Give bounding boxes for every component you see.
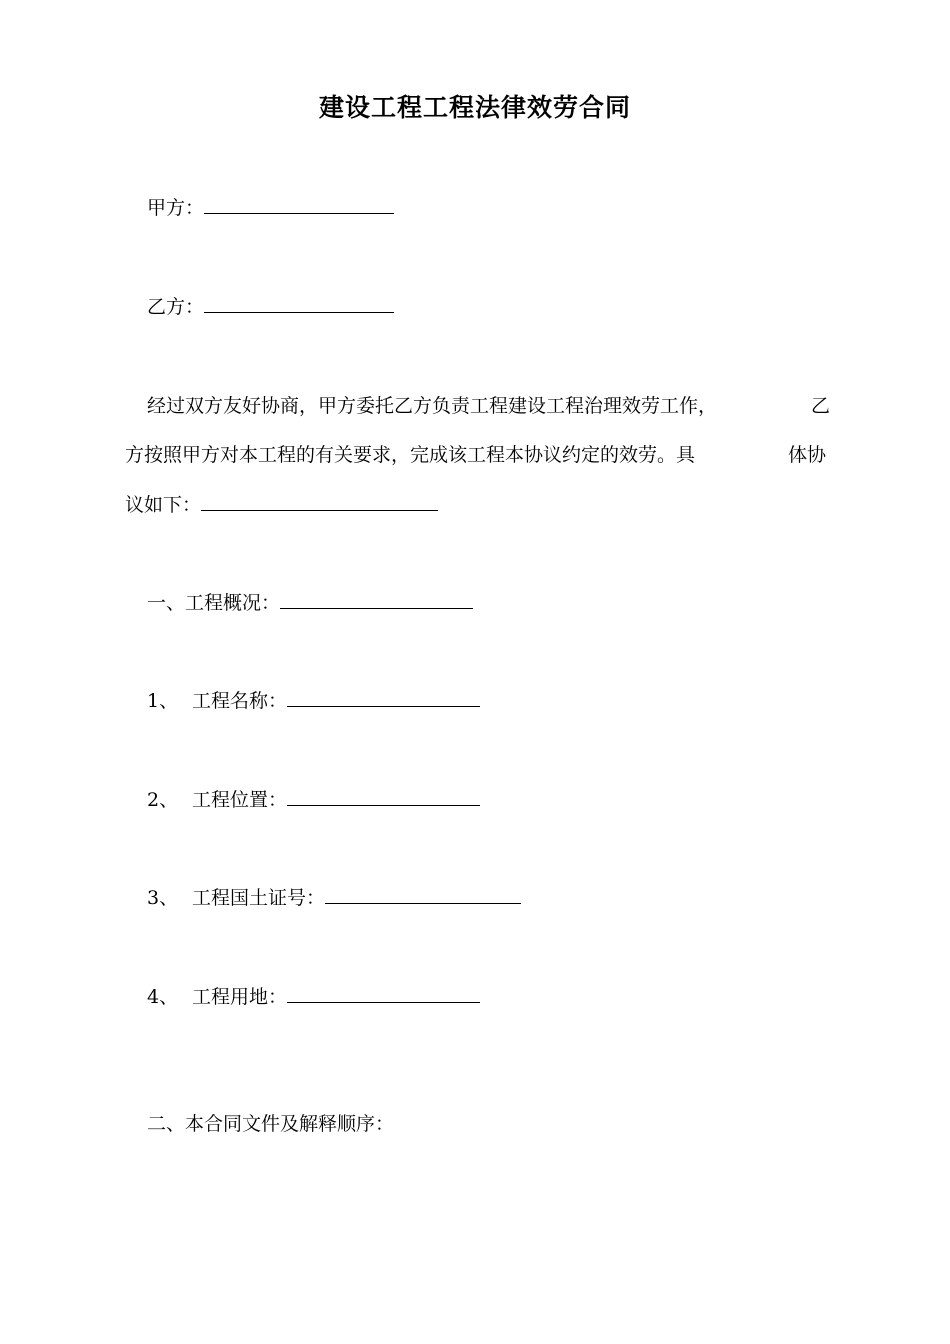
agreement-blank[interactable] <box>201 492 438 511</box>
party-b-blank[interactable] <box>204 294 394 313</box>
item-4-line <box>147 983 480 1011</box>
item-4-label: 工程用地： <box>192 986 288 1008</box>
project-name-blank[interactable] <box>287 688 480 707</box>
item-3-label: 工程国土证号： <box>192 887 326 909</box>
intro-line-1-end <box>811 392 830 420</box>
item-4-number: 4、 <box>147 986 179 1008</box>
project-overview-blank[interactable] <box>280 590 473 609</box>
project-location-blank[interactable] <box>287 787 480 806</box>
section-2-heading: 二、本合同文件及解释顺序： <box>147 1113 395 1135</box>
item-3-line <box>147 884 521 912</box>
land-certificate-blank[interactable] <box>325 885 521 904</box>
party-b-line <box>147 293 394 321</box>
intro-text-2: 方按照甲方对本工程的有关要求，完成该工程本协议约定的效劳。具 <box>125 444 696 466</box>
party-a-line <box>147 194 394 222</box>
item-1-line <box>147 687 480 715</box>
intro-line-2 <box>125 441 695 469</box>
intro-line-2-end <box>788 441 826 469</box>
section-1-heading: 一、工程概况： <box>147 592 281 614</box>
intro-line-1 <box>147 392 717 420</box>
intro-text-1: 经过双方友好协商，甲方委托乙方负责工程建设工程治理效劳工作， <box>147 395 718 417</box>
item-2-number: 2、 <box>147 789 179 811</box>
item-2-line <box>147 786 480 814</box>
document-title: 建设工程工程法律效劳合同 <box>318 93 631 122</box>
section-1-heading-line <box>147 589 473 617</box>
intro-text-3: 议如下： <box>125 494 202 516</box>
party-a-blank[interactable] <box>204 195 394 214</box>
item-1-number: 1、 <box>147 690 179 712</box>
intro-text-2-end: 体协 <box>788 444 827 466</box>
intro-text-1-end: 乙 <box>811 395 831 417</box>
party-b-label: 乙方： <box>147 296 205 318</box>
item-3-number: 3、 <box>147 887 179 909</box>
party-a-label: 甲方： <box>147 197 205 219</box>
item-2-label: 工程位置： <box>192 789 288 811</box>
item-1-label: 工程名称： <box>192 690 288 712</box>
project-land-blank[interactable] <box>287 984 480 1003</box>
intro-line-3 <box>125 491 438 519</box>
section-2-heading-line <box>147 1110 394 1138</box>
